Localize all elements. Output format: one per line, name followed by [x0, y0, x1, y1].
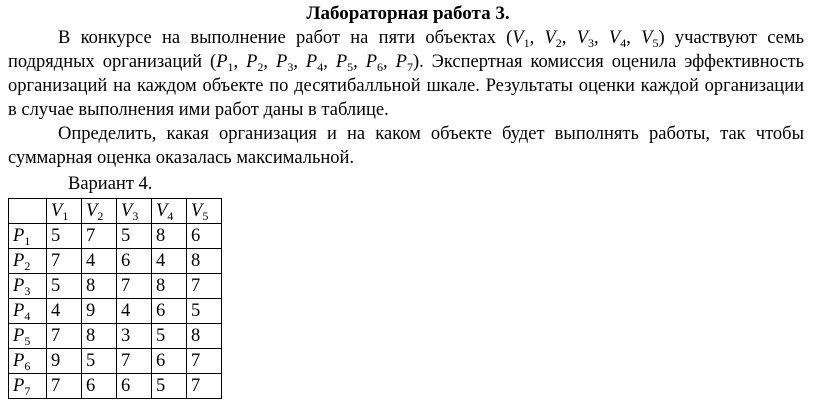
score-cell: 5 — [117, 224, 152, 249]
table-row — [9, 299, 222, 324]
score-cell: 5 — [152, 374, 187, 399]
score-cell: 8 — [82, 324, 117, 349]
score-cell: 4 — [82, 249, 117, 274]
score-cell: 5 — [47, 274, 82, 299]
score-cell: 9 — [47, 349, 82, 374]
score-cell: 5 — [187, 299, 222, 324]
statement-part-1: В конкурсе на выполнение работ на пяти объектах ( — [58, 28, 513, 48]
variant-label: Вариант 4. — [68, 174, 153, 194]
score-cell: 6 — [117, 374, 152, 399]
row-label: $P_7$ — [9, 374, 47, 399]
score-cell: 7 — [187, 374, 222, 399]
row-label: $P_3$ — [9, 274, 47, 299]
score-cell: 6 — [117, 249, 152, 274]
header-row — [9, 199, 222, 224]
statement-part-3: ). Экспертная комиссия оценила эффективность организаций на каждом объекте по десятибалльной шкале. Результаты оценки каждой организации в случае выполнения ими работ даны в таблице. — [8, 52, 805, 120]
score-cell: 5 — [152, 324, 187, 349]
score-cell: 8 — [152, 224, 187, 249]
header-cell: $V_4$ — [152, 199, 187, 224]
score-cell: 8 — [82, 274, 117, 299]
score-cell: 3 — [117, 324, 152, 349]
row-label: $P_1$ — [9, 224, 47, 249]
score-cell: 6 — [152, 299, 187, 324]
task-statement — [8, 122, 804, 170]
score-cell: 7 — [47, 374, 82, 399]
table-row — [9, 349, 222, 374]
score-cell: 7 — [82, 224, 117, 249]
task-text: Определить, какая организация и на каком объекте будет выполнять работы, так чтобы суммарная оценка оказалась максимальной. — [8, 124, 804, 168]
score-cell: 7 — [187, 274, 222, 299]
score-cell: 5 — [47, 224, 82, 249]
score-cell: 6 — [152, 349, 187, 374]
table-row — [9, 274, 222, 299]
score-cell: 8 — [187, 249, 222, 274]
score-cell: 8 — [187, 324, 222, 349]
corner-cell — [9, 199, 47, 224]
scores-table — [8, 198, 222, 399]
header-cell: $V_2$ — [82, 199, 117, 224]
score-cell: 6 — [187, 224, 222, 249]
score-cell: 7 — [47, 324, 82, 349]
score-cell: 7 — [117, 274, 152, 299]
score-cell: 9 — [82, 299, 117, 324]
score-cell: 7 — [187, 349, 222, 374]
orgs-list: $P_1$, $P_2$, $P_3$, $P_4$, $P_5$, $P_6$, $P_7$ — [216, 52, 413, 74]
score-cell: 8 — [152, 274, 187, 299]
row-label: $P_4$ — [9, 299, 47, 324]
statement-part-2: ) участвуют семь подрядных организаций ( — [8, 28, 805, 72]
score-cell: 6 — [82, 374, 117, 399]
score-cell: 7 — [117, 349, 152, 374]
row-label: $P_2$ — [9, 249, 47, 274]
score-cell: 4 — [152, 249, 187, 274]
table-row — [9, 374, 222, 399]
table-row — [9, 324, 222, 349]
table-row — [9, 224, 222, 249]
score-cell: 5 — [82, 349, 117, 374]
table-row — [9, 249, 222, 274]
score-cell: 4 — [47, 299, 82, 324]
row-label: $P_6$ — [9, 349, 47, 374]
objects-list: $V_1$, $V_2$, $V_3$, $V_4$, $V_5$ — [512, 28, 659, 50]
lab-title: Лабораторная работа 3. — [306, 3, 510, 24]
row-label: $P_5$ — [9, 324, 47, 349]
score-cell: 7 — [47, 249, 82, 274]
header-cell: $V_3$ — [117, 199, 152, 224]
header-cell: $V_5$ — [187, 199, 222, 224]
problem-statement — [8, 26, 804, 122]
score-cell: 4 — [117, 299, 152, 324]
header-cell: $V_1$ — [47, 199, 82, 224]
